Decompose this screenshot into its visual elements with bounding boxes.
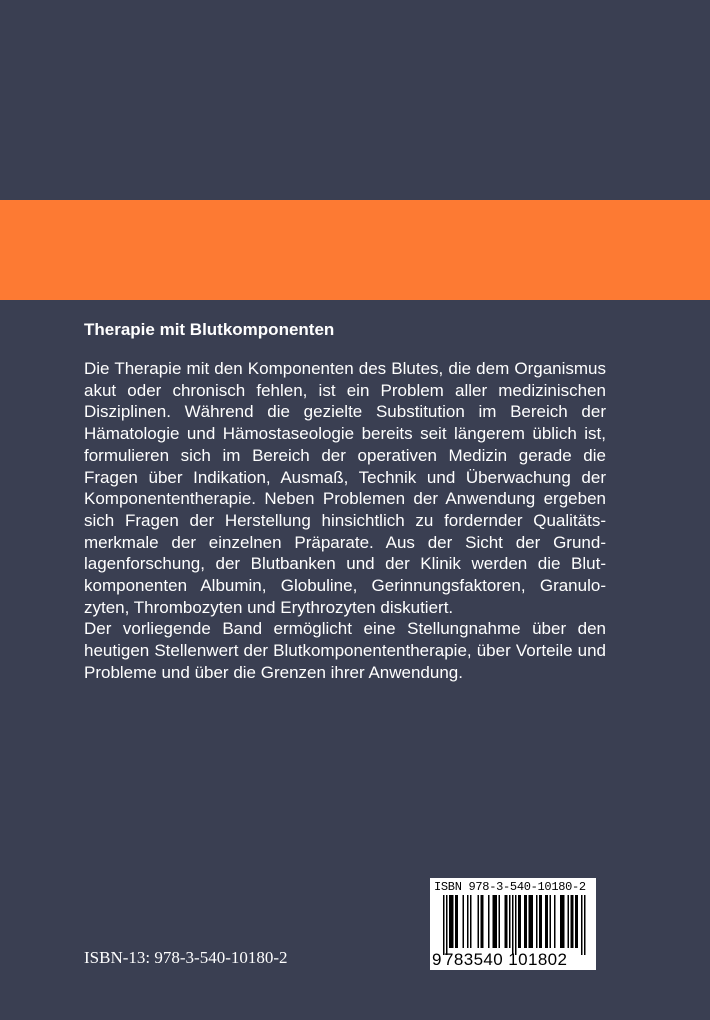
barcode-bar [539,895,541,948]
barcode-bar [554,895,556,948]
blurb-paragraph-2: Der vorliegende Band ermöglicht eine Stellungnahme über den heutigen Stellenwert der Blutkomponententherapie, über Vorteile und Probleme und über die Grenzen ihrer Anwendung. [84,619,606,682]
barcode-bar [509,895,511,948]
barcode-isbn-text: ISBN 978-3-540-10180-2 [434,880,586,894]
barcode-bar [545,895,547,948]
barcode-bar [443,895,445,955]
barcode-bar [572,895,574,948]
barcode-bar [571,895,573,948]
barcode-bar [494,895,496,948]
barcode-bar [463,895,465,948]
barcode-bar [481,895,483,948]
barcode-bar [520,895,522,948]
barcode-bar [550,895,552,948]
barcode-bar [478,895,480,948]
barcode-bar [536,895,538,948]
barcode-first-digit: 9 [432,950,442,969]
barcode-bar [449,895,451,948]
barcode-bar [526,895,528,948]
barcode-bar [470,895,472,948]
barcode-bar [488,895,490,948]
barcode-bar [496,895,498,948]
barcode [430,878,596,970]
barcode-bar [493,895,495,948]
barcode-bar [532,895,534,948]
barcode-bar [581,895,583,955]
barcode-bar [560,895,562,948]
barcode-bar [499,895,501,948]
blurb-paragraph-1: Die Therapie mit den Komponenten des Blutes, die dem Organismus akut oder chronisch fehlen, ist ein Problem aller medizinischen Disziplinen. Während die gezielte Substitution im Bereich der Hämatologie und Hämostaseologie bereits seit längerem üblich ist, formulieren sich im Bereich der operativen Medizin gerade die Fragen über Indikation, Ausmaß, Technik und Überwachung der Komponententherapie. Neben Problemen der Anwendung ergeben sich Fragen der Herstellung hinsichtlich zu fordernder Qualitätsmerkmale der einzelnen Präparate. Aus der Sicht der Grundlagenforschung, der Blutbanken und der Klinik werden die Blutkomponenten Albumin, Globuline, Gerinnungsfaktoren, Granulozyten, Thrombozyten und Erythrozyten diskutiert. [84,359,606,617]
barcode-bar [452,895,454,948]
barcode-bar [563,895,565,948]
barcode-bar [446,895,448,955]
barcode-bar [562,895,564,948]
barcode-bar [505,895,507,948]
barcode-bar [541,895,543,948]
barcode-bar [451,895,453,948]
barcode-bar [568,895,570,948]
barcode-bar [518,895,520,948]
barcode-bar [524,895,526,948]
barcode-bar [455,895,457,948]
barcode-bar [457,895,459,948]
orange-band [0,200,710,300]
isbn13-label: ISBN-13: 978-3-540-10180-2 [84,948,288,967]
barcode-bar [529,895,531,948]
blurb [84,358,606,684]
barcode-bar [584,895,586,955]
book-title: Therapie mit Blutkomponenten [84,320,335,339]
barcode-bar [512,895,514,955]
barcode-bar [575,895,577,948]
barcode-bar [506,895,508,948]
barcode-bar [467,895,469,948]
barcode-bar [530,895,532,948]
barcode-bar [547,895,549,948]
barcode-digit-groups: 783540 101802 [444,950,568,969]
barcode-digits [432,950,594,970]
barcode-bar [515,895,517,955]
barcode-bar [577,895,579,948]
barcode-bar [482,895,484,948]
